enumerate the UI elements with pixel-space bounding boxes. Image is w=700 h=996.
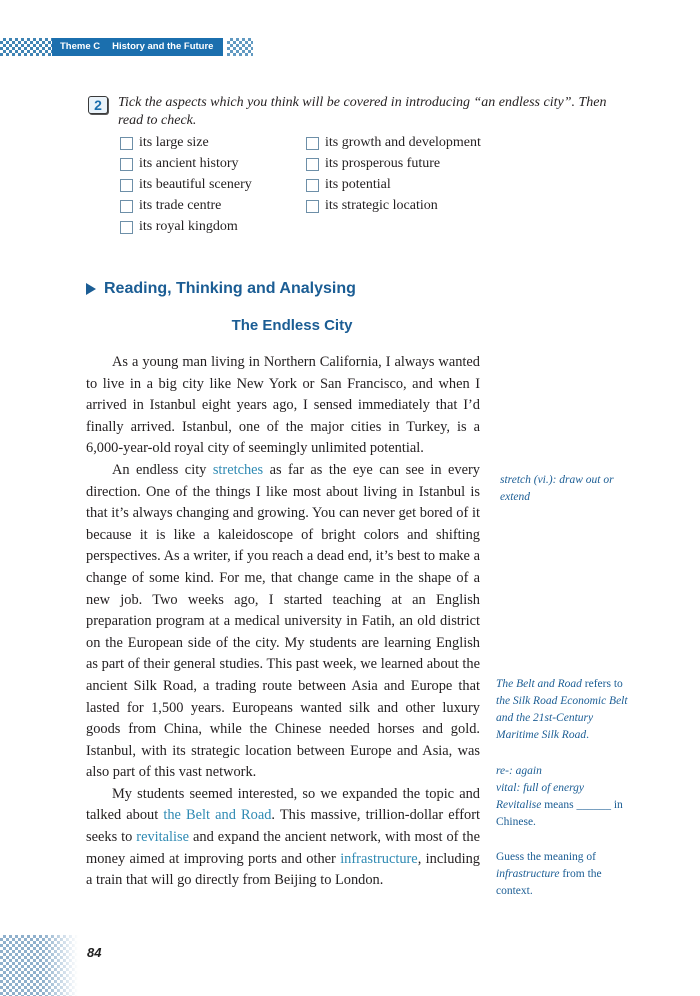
text: and expand the ancient network, with most of the money aimed at improving ports and other: [86, 829, 480, 867]
note-text: Guess the meaning of: [496, 851, 596, 863]
option-label: its trade centre: [139, 198, 222, 213]
checker-decoration: [0, 38, 52, 56]
note-infrastructure: [496, 849, 636, 900]
section-heading: [86, 280, 356, 298]
checkbox[interactable]: [120, 179, 133, 192]
text: . This massive, trillion-dollar effort seeks to: [86, 807, 480, 846]
task-number-badge: 2: [88, 96, 108, 114]
theme-label: [52, 38, 223, 56]
checkbox[interactable]: [306, 179, 319, 192]
checker-decoration: [227, 38, 253, 56]
option-label: its potential: [325, 177, 391, 192]
option-large-size[interactable]: [120, 134, 209, 152]
keyword-revitalise: revitalise: [136, 829, 190, 846]
note-text: means ______ in Chinese.: [496, 799, 623, 828]
keyword-stretches: stretches: [212, 461, 264, 478]
keyword-infrastructure: infrastructure: [340, 850, 418, 867]
option-label: its royal kingdom: [139, 219, 238, 234]
keyword-belt-and-road: the Belt and Road: [163, 807, 272, 824]
option-label: its beautiful scenery: [139, 177, 252, 192]
article-body: [86, 352, 480, 892]
option-potential[interactable]: [306, 176, 391, 194]
note-stretch: [500, 472, 630, 506]
checkbox[interactable]: [120, 200, 133, 213]
note-text: refers to: [581, 678, 623, 690]
checkbox[interactable]: [306, 158, 319, 171]
theme-header: [0, 38, 253, 56]
note-text: infrastructure: [496, 868, 560, 880]
checkbox[interactable]: [306, 200, 319, 213]
option-beautiful-scenery[interactable]: [120, 176, 252, 194]
note-text: Revitalise: [496, 799, 542, 811]
page-number: 84: [87, 945, 102, 960]
checkbox[interactable]: [120, 221, 133, 234]
note-belt-and-road: [496, 676, 636, 744]
option-label: its large size: [139, 135, 209, 150]
option-label: its strategic location: [325, 198, 438, 213]
note-text: .: [586, 729, 589, 741]
note-text: re-: again: [496, 765, 542, 777]
note-text: stretch (vi.): draw out or extend: [500, 474, 614, 503]
option-label: its prosperous future: [325, 156, 441, 171]
option-trade-centre[interactable]: [120, 197, 221, 215]
triangle-bullet-icon: [86, 283, 96, 295]
article-title: The Endless City: [231, 317, 353, 334]
option-growth-development[interactable]: [306, 134, 481, 152]
text: , including a train that will go directly from Beijing to London.: [86, 850, 480, 889]
section-heading-text: Reading, Thinking and Analysing: [104, 280, 356, 297]
task-instruction: Tick the aspects which you think will be covered in introducing “an endless city”. Then read to check.: [118, 95, 607, 128]
option-royal-kingdom[interactable]: [120, 218, 238, 236]
theme-id: Theme C: [60, 41, 101, 52]
option-strategic-location[interactable]: [306, 197, 438, 215]
text: My students seemed interested, so we expanded the topic and talked about: [86, 785, 480, 824]
note-text: The Belt and Road: [496, 678, 582, 690]
note-text: the Silk Road Economic Belt and the 21st-Century Maritime Silk Road: [496, 695, 628, 741]
paragraph-1: As a young man living in Northern California, I always wanted to live in a big city like New York or San Francisco, and when I arrived in Istanbul eight years ago, I sensed immediately that I’d finally arrived. Istanbul, one of the major cities in Turkey, is a 6,000-year-old royal city of seemingly unlimited potential.: [86, 354, 480, 457]
theme-title: History and the Future: [112, 41, 214, 52]
text: as far as the eye can see in every direction. One of the things I like most about living in Istanbul is that it’s always changing and growing. You can never get bored of it because it is like a kaleidoscope of bright colors and shifting perspectives. As a writer, if you reach a dead end, it’s best to make a change of some kind. For me, that change came in the shape of a new job. Two weeks ago, I started teaching at an English preparation program at a medical university in Fatih, an old district on the European side of the city. My students are learning English as part of their general studies. This past week, we learned about the ancient Silk Road, a trading route between Asia and Europe that lasted for 1,500 years. Europeans wanted silk and other luxury goods from China, while the Chinese needed horses and gold. Istanbul, with its strategic location between Europe and Asia, was also part of this vast network.: [86, 461, 480, 781]
option-ancient-history[interactable]: [120, 155, 239, 173]
note-text: from the context.: [496, 868, 602, 897]
checkbox[interactable]: [120, 137, 133, 150]
text: An endless city: [112, 461, 213, 478]
note-revitalise: [496, 763, 636, 831]
paragraph-3: [86, 784, 480, 892]
option-label: its ancient history: [139, 156, 239, 171]
checkbox[interactable]: [306, 137, 319, 150]
note-text: vital: full of energy: [496, 782, 585, 794]
paragraph-2: [86, 460, 480, 784]
checkbox[interactable]: [120, 158, 133, 171]
footer-checker-decoration: [0, 935, 78, 996]
option-prosperous-future[interactable]: [306, 155, 440, 173]
option-label: its growth and development: [325, 135, 481, 150]
